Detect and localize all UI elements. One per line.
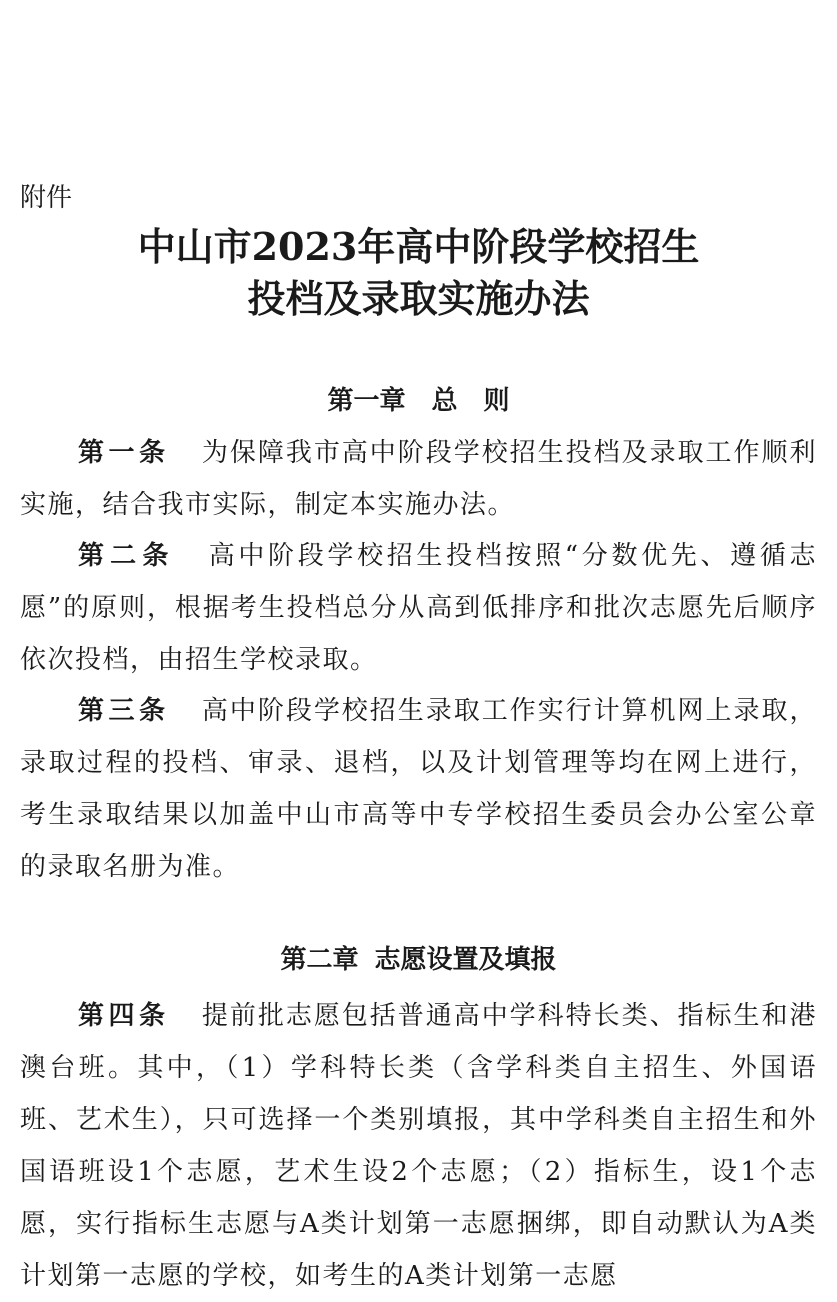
article-text: 为保障我市高中阶段学校招生投档及录取工作顺利实施，结合我市实际，制定本实施办法。 [20, 438, 817, 520]
article-number: 第一条 [78, 438, 170, 468]
article-number: 第二条 [78, 541, 175, 571]
article-paragraph [20, 990, 817, 1302]
article-text: 高中阶段学校招生录取工作实行计算机网上录取，录取过程的投档、审录、退档，以及计划管理等均在网上进行，考生录取结果以加盖中山市高等中专学校招生委员会办公室公章的录取名册为准。 [20, 696, 817, 882]
chapter-title-part2: 则 [483, 386, 510, 416]
article-paragraph [20, 427, 817, 531]
document-title-line1: 中山市2023年高中阶段学校招生 [137, 224, 700, 269]
chapter-title-part1: 总 [431, 386, 458, 416]
attachment-label: 附件 [20, 183, 73, 213]
article-text: 提前批志愿包括普通高中学科特长类、指标生和港澳台班。其中，（1）学科特长类（含学科类自主招生、外国语班、艺术生），只可选择一个类别填报，其中学科类自主招生和外国语班设1个志愿，艺术生设2个志愿；（2）指标生，设1个志愿，实行指标生志愿与A类计划第一志愿捆绑，即自动默认为A类计划第一志愿的学校，如考生的A类计划第一志愿 [20, 1001, 817, 1291]
article-paragraph [20, 685, 817, 893]
article-paragraph [20, 530, 817, 686]
article-text: 高中阶段学校招生投档按照“分数优先、遵循志愿”的原则，根据考生投档总分从高到低排序和批次志愿先后顺序依次投档，由招生学校录取。 [20, 541, 817, 675]
chapter-heading-1 [0, 383, 837, 419]
article-number: 第三条 [78, 696, 170, 726]
article-number: 第四条 [78, 1001, 170, 1031]
chapter-number: 第二章 [280, 945, 359, 975]
chapter-heading-2 [0, 942, 837, 978]
chapter-title: 志愿设置及填报 [374, 945, 557, 975]
chapter-number: 第一章 [327, 386, 406, 416]
document-title-line2: 投档及录取实施办法 [247, 276, 590, 321]
